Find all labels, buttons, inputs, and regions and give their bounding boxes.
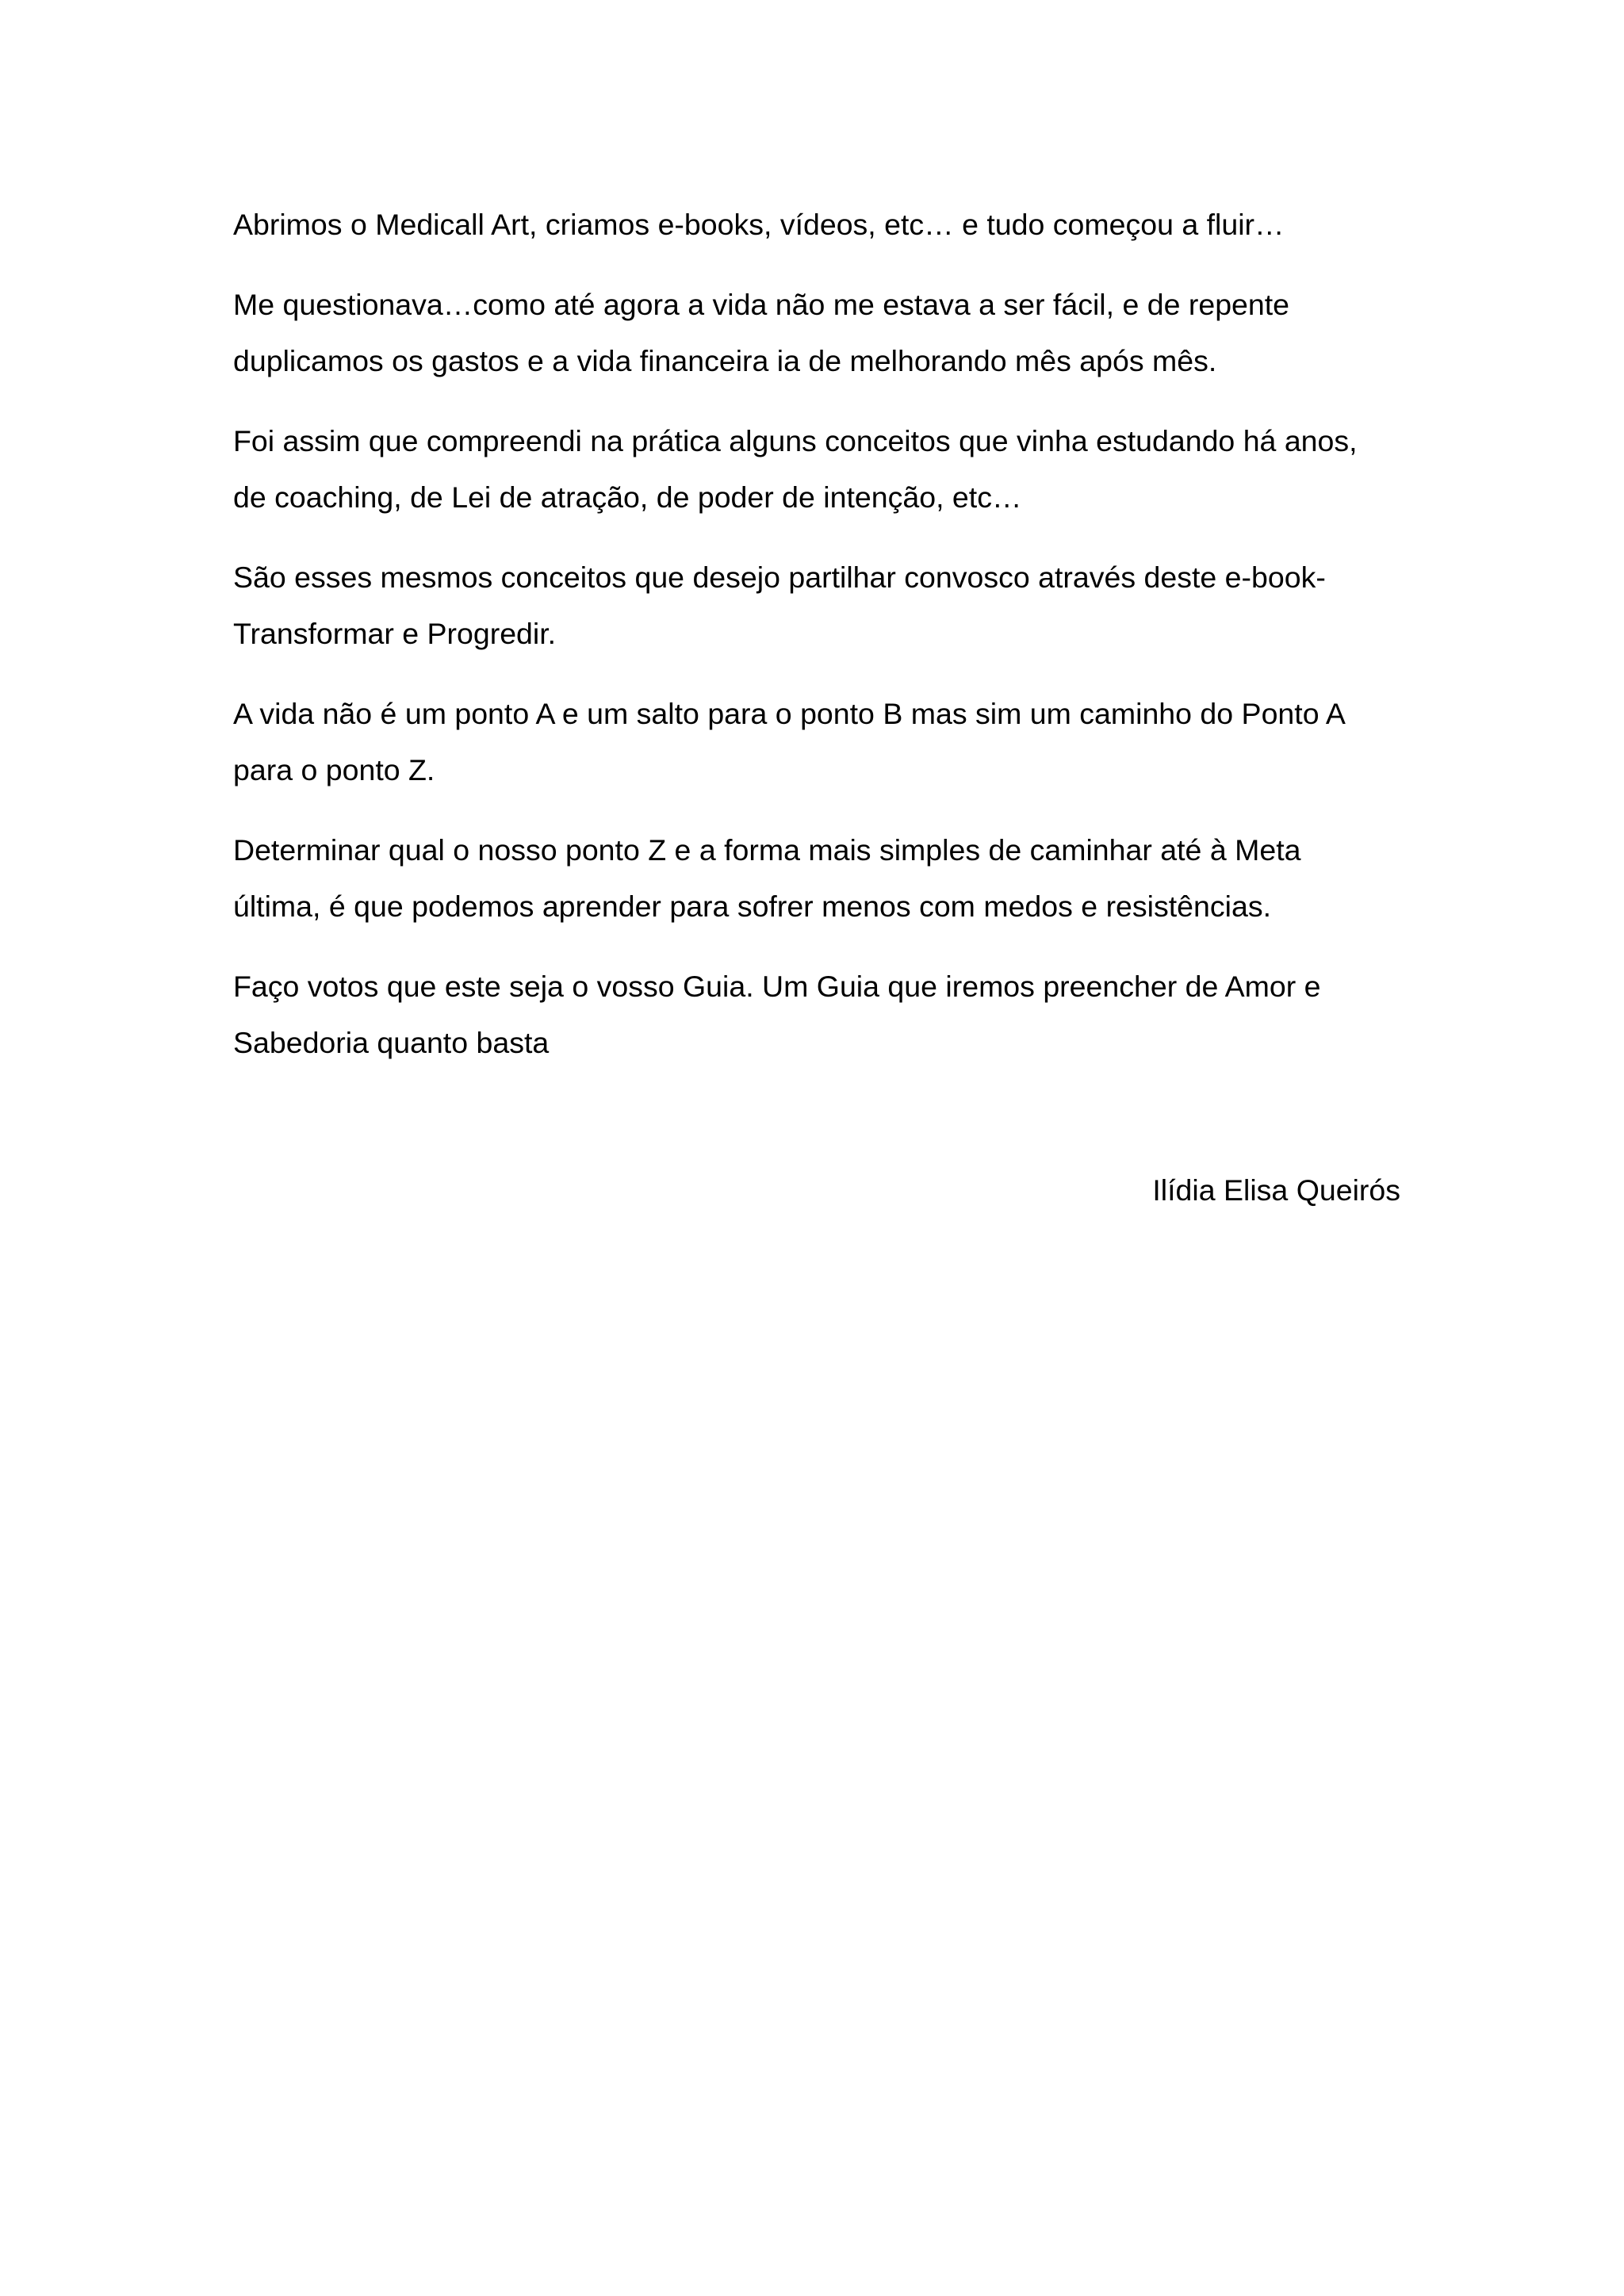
paragraph <box>233 686 1403 798</box>
text-line: A vida não é um ponto A e um salto para o ponto B mas sim um caminho do Ponto A <box>233 697 1346 730</box>
text-line: Foi assim que compreendi na prática alguns conceitos que vinha estudando há anos, <box>233 424 1358 457</box>
text-line: última, é que podemos aprender para sofrer menos com medos e resistências. <box>233 890 1271 923</box>
paragraph <box>233 197 1403 253</box>
text-line: Abrimos o Medicall Art, criamos e-books, vídeos, etc… e tudo começou a fluir… <box>233 208 1285 241</box>
document-body <box>233 197 1403 1095</box>
text-line: Me questionava…como até agora a vida não me estava a ser fácil, e de repente <box>233 288 1290 321</box>
text-line: para o ponto Z. <box>233 753 435 786</box>
paragraph <box>233 277 1403 389</box>
text-line: Sabedoria quanto basta <box>233 1026 550 1059</box>
paragraph <box>233 822 1403 935</box>
author-signature: Ilídia Elisa Queirós <box>1152 1173 1400 1207</box>
text-line: Determinar qual o nosso ponto Z e a forma mais simples de caminhar até à Meta <box>233 833 1301 867</box>
text-line: de coaching, de Lei de atração, de poder de intenção, etc… <box>233 480 1022 514</box>
text-line: duplicamos os gastos e a vida financeira ia de melhorando mês após mês. <box>233 344 1217 377</box>
paragraph <box>233 413 1403 526</box>
text-line: Faço votos que este seja o vosso Guia. Um Guia que iremos preencher de Amor e <box>233 970 1321 1003</box>
paragraph <box>233 549 1403 662</box>
text-line: São esses mesmos conceitos que desejo partilhar convosco através deste e-book- <box>233 561 1326 594</box>
paragraph <box>233 959 1403 1071</box>
text-line: Transformar e Progredir. <box>233 617 557 650</box>
